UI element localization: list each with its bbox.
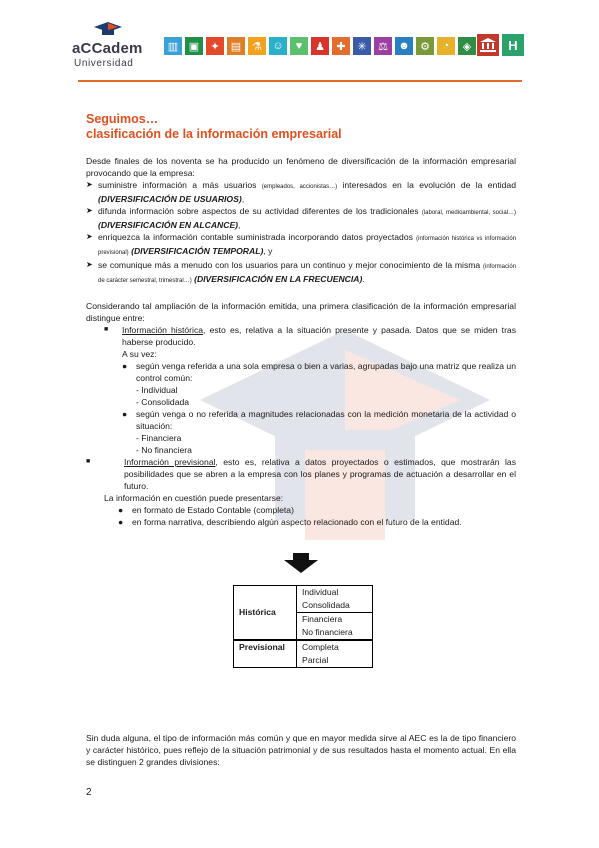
brand-name: aCCadem [72, 40, 143, 57]
table-cell: Individual [297, 586, 373, 600]
arrow-bullet-icon: ➤ [86, 206, 93, 215]
h-icon[interactable]: H [502, 34, 524, 56]
brand-subtitle: Universidad [74, 58, 134, 69]
people-search-icon[interactable]: ☻ [395, 37, 413, 55]
dot-bullet-icon: ● [122, 361, 128, 371]
category-icons [164, 37, 476, 55]
building-icon[interactable] [477, 34, 499, 56]
classification-paragraph: Considerando tal ampliación de la información emitida, una primera clasificación de la información empresarial distingue entre: [86, 301, 516, 323]
list-item: - No financiera [136, 445, 192, 455]
document-body [86, 112, 516, 768]
list-item: ● en forma narrativa, describiendo algún aspecto relacionado con el futuro de la entidad. [118, 517, 462, 527]
down-arrow-icon [284, 553, 318, 573]
megaphone-icon[interactable]: ✦ [206, 37, 224, 55]
dot-bullet-icon: ● [118, 517, 124, 527]
table-cell: Previsional [234, 640, 297, 668]
list-item-previsional: ■ Información previsional, esto es, relativa a datos proyectados o estimados, que mostrarán las posibilidades que se abren a la empresa con los planes y programas de actuación a desarrollar en el futuro. [86, 457, 516, 491]
prev-intro: La información en cuestión puede presentarse: [104, 493, 284, 503]
gear-icon[interactable]: ⚙ [416, 37, 434, 55]
table-cell: Parcial [297, 654, 373, 668]
table-cell: Consolidada [297, 599, 373, 613]
list-item: ➤ se comunique más a menudo con los usuarios para un continuo y mejor conocimiento de la misma (información de carácter semestral, trimestral…) (DIVERSIFICACIÓN EN LA FRECUENCIA). [86, 259, 516, 287]
list-item: - Individual [136, 385, 178, 395]
people-icon[interactable]: ☺ [269, 37, 287, 55]
graduation-cap-icon [94, 22, 122, 36]
list-item: - Financiera [136, 433, 182, 443]
arrow-bullet-icon: ➤ [86, 180, 93, 189]
list-item: - Consolidada [136, 397, 190, 407]
arrow-bullet-icon: ➤ [86, 260, 93, 269]
table-cell: Financiera [297, 613, 373, 627]
table-cell: Histórica [234, 586, 297, 641]
final-paragraph: Sin duda alguna, el tipo de información más común y que en mayor medida sirve al AEC es la de tipo financiero y carácter histórico, pues reflejo de la situación patrimonial y de sus resultados hasta el momento actual. En ella se distinguen 2 grandes divisiones: [86, 733, 516, 767]
square-bullet-icon: ■ [104, 326, 109, 333]
list-item: ➤ enriquezca la información contable suministrada incorporando datos proyectados (información histórica vs información previsional) (DIVERSIFICACIÓN TEMPORAL), y [86, 231, 516, 259]
list-item: ➤ difunda información sobre aspectos de su actividad diferentes de los tradicionales (laboral, medioambiental, social…) (DIVERSIFICACIÓN EN ALCANCE), [86, 206, 516, 230]
list-item-historica: ■ Información histórica, esto es, relativa a la situación presente y pasada. Datos que se miden tras haberse producido. [104, 325, 517, 347]
heart-icon[interactable]: ♥ [290, 37, 308, 55]
presentation-icon[interactable]: ▤ [227, 37, 245, 55]
classification-table [233, 585, 373, 668]
list-item: ● en formato de Estado Contable (completa) [118, 505, 294, 515]
section-title-1: Seguimos… [86, 112, 159, 126]
network-icon[interactable]: ✳ [353, 37, 371, 55]
shield-icon[interactable]: ◈ [458, 37, 476, 55]
header-rule [78, 80, 522, 82]
accadem-logo[interactable] [72, 22, 144, 72]
extra-icons [477, 34, 524, 56]
pills-icon[interactable]: ✚ [332, 37, 350, 55]
intro-paragraph: Desde finales de los noventa se ha producido un fenómeno de diversificación de la información empresarial provocando que la empresa: [86, 156, 516, 178]
dot-bullet-icon: ● [118, 505, 124, 515]
list-item: ● según venga o no referida a magnitudes relacionadas con la medición monetaria de la actividad o situación: [122, 409, 516, 431]
person-icon[interactable]: ♟ [311, 37, 329, 55]
table-cell: No financiera [297, 626, 373, 640]
scales-icon[interactable]: ⚖ [374, 37, 392, 55]
section-title-2: clasificación de la información empresarial [86, 127, 342, 141]
table-cell: Completa [297, 640, 373, 654]
page-number: 2 [86, 787, 92, 798]
list-item: ● según venga referida a una sola empresa o bien a varias, agrupadas bajo una matriz que realiza un control común: [122, 361, 516, 383]
clock-icon[interactable]: ◔ [437, 37, 455, 55]
arrow-bullet-icon: ➤ [86, 232, 93, 241]
chart-icon[interactable]: ▥ [164, 37, 182, 55]
square-bullet-icon: ■ [86, 458, 91, 465]
a-su-vez-label: A su vez: [122, 349, 157, 359]
dot-bullet-icon: ● [122, 409, 128, 419]
page-header [0, 0, 599, 82]
monitor-icon[interactable]: ▣ [185, 37, 203, 55]
list-item: ➤ suministre información a más usuarios (empleados, accionistas…) interesados en la evolución de la entidad (DIVERSIFICACIÓN DE USUARIOS), [86, 180, 516, 204]
flask-icon[interactable]: ⚗ [248, 37, 266, 55]
diversification-list [86, 179, 516, 287]
